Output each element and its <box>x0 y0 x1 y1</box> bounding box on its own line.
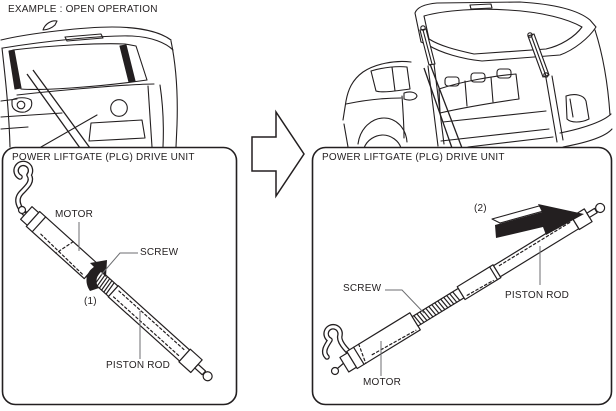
figure-caption: EXAMPLE : OPEN OPERATION <box>8 4 158 15</box>
label-motor-after: MOTOR <box>363 377 402 388</box>
label-screw-before: SCREW <box>140 247 179 258</box>
rear-seats <box>439 69 519 113</box>
label-piston-rod-after: PISTON ROD <box>505 290 570 301</box>
label-screw-after: SCREW <box>343 283 382 294</box>
callout-wedge-left <box>27 70 90 148</box>
vehicle-closed-illustration <box>1 21 177 147</box>
vehicle-open-illustration <box>343 2 612 148</box>
ball-stud-icon <box>19 207 26 214</box>
mirror-icon <box>404 92 417 100</box>
label-motor-before: MOTOR <box>55 209 94 220</box>
label-step-2: (2) <box>474 203 487 214</box>
wheel-arch <box>358 118 407 144</box>
left-strut-icon <box>9 50 21 89</box>
ball-stud-icon <box>332 368 339 375</box>
label-piston-rod-before: PISTON ROD <box>106 360 171 371</box>
license-plate-recess <box>89 120 145 141</box>
transition-arrow-icon <box>252 112 304 196</box>
panel-before-title: POWER LIFTGATE (PLG) DRIVE UNIT <box>12 152 195 163</box>
emblem-icon <box>111 100 128 117</box>
panel-after-title: POWER LIFTGATE (PLG) DRIVE UNIT <box>322 152 505 163</box>
antenna-fin-icon <box>43 21 57 30</box>
label-step-1: (1) <box>84 296 97 307</box>
right-strut-icon <box>120 45 135 82</box>
